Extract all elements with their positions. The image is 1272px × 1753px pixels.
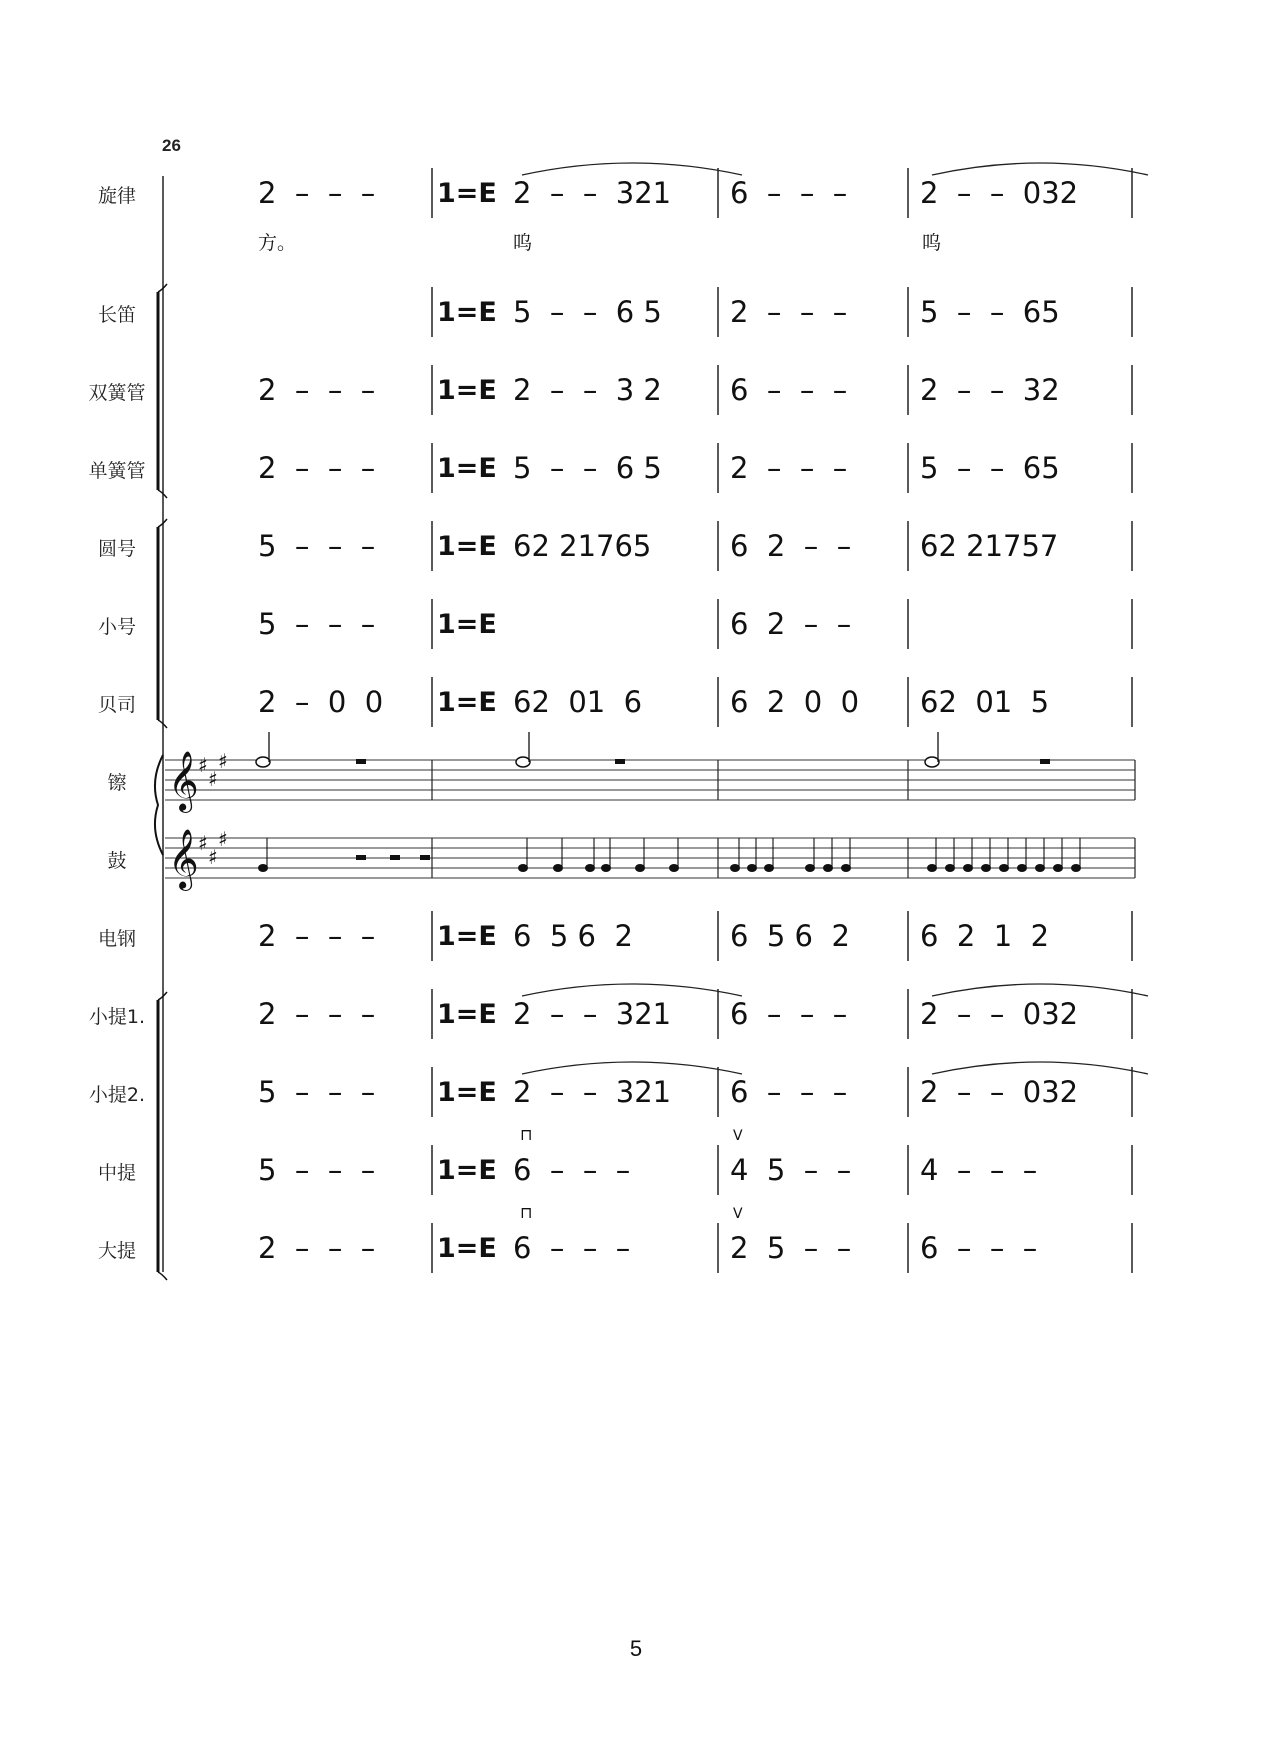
rest-mark xyxy=(420,855,430,860)
slur xyxy=(932,984,1148,996)
sharp-icon: ♯ xyxy=(208,845,218,869)
slur xyxy=(522,163,742,175)
instrument-label: 贝司 xyxy=(97,694,136,716)
measure-1-notes: 2 – – – xyxy=(258,997,376,1031)
measure-3-notes: 6 – – – xyxy=(730,176,848,210)
measure-1-notes: 5 – – – xyxy=(258,529,376,563)
measure-4-notes: 4 – – – xyxy=(920,1153,1038,1187)
measure-3-notes: 2 – – – xyxy=(730,295,848,329)
lyric-text: 呜 xyxy=(513,232,533,254)
key-signature-label: 1=E xyxy=(437,1155,497,1186)
measure-3-notes: 2 – – – xyxy=(730,451,848,485)
measure-4-notes: 6 – – – xyxy=(920,1231,1038,1265)
measure-2-notes: 62 01 6 xyxy=(513,685,643,719)
slur xyxy=(932,1062,1148,1074)
measure-2-notes: 2 – – 321 xyxy=(513,1075,672,1109)
measure-1-notes: 2 – – – xyxy=(258,176,376,210)
instrument-label: 中提 xyxy=(97,1162,136,1184)
measure-4-notes: 2 – – 032 xyxy=(920,1075,1079,1109)
measure-3-notes: 6 2 – – xyxy=(730,607,852,641)
key-signature-label: 1=E xyxy=(437,178,497,209)
treble-clef-icon: 𝄞 xyxy=(168,829,199,889)
key-signature-label: 1=E xyxy=(437,1077,497,1108)
measure-2-notes: 2 – – 321 xyxy=(513,997,672,1031)
sharp-icon: ♯ xyxy=(198,831,208,855)
slur xyxy=(932,163,1148,175)
instrument-label: 单簧管 xyxy=(88,460,146,482)
measure-2-notes: 5 – – 6 5 xyxy=(513,451,662,485)
down-bow-icon: ⊓ xyxy=(520,1125,533,1144)
rest-mark xyxy=(615,759,625,764)
measure-2-notes: 6 – – – xyxy=(513,1153,631,1187)
measure-1-notes: 2 – – – xyxy=(258,1231,376,1265)
measure-number: 26 xyxy=(162,136,181,155)
measure-1-notes: 2 – – – xyxy=(258,451,376,485)
measure-4-notes: 5 – – 65 xyxy=(920,451,1060,485)
measure-3-notes: 6 5 6 2 xyxy=(730,919,850,953)
measure-3-notes: 6 – – – xyxy=(730,1075,848,1109)
up-bow-icon: V xyxy=(733,1128,743,1144)
measure-2-notes: 62 21765 xyxy=(513,529,652,563)
key-signature-label: 1=E xyxy=(437,999,497,1030)
measure-3-notes: 6 2 0 0 xyxy=(730,685,860,719)
slur xyxy=(522,1062,742,1074)
rest-mark xyxy=(1040,759,1050,764)
measure-1-notes: 2 – 0 0 xyxy=(258,685,384,719)
key-signature-label: 1=E xyxy=(437,1233,497,1264)
sharp-icon: ♯ xyxy=(218,827,228,851)
sharp-icon: ♯ xyxy=(218,749,228,773)
rest-mark xyxy=(356,759,366,764)
key-signature-label: 1=E xyxy=(437,609,497,640)
measure-1-notes: 2 – – – xyxy=(258,373,376,407)
page-number: 5 xyxy=(629,1636,643,1661)
rest-mark xyxy=(356,855,366,860)
treble-clef-icon: 𝄞 xyxy=(168,751,199,811)
measure-4-notes: 6 2 1 2 xyxy=(920,919,1050,953)
measure-3-notes: 6 – – – xyxy=(730,997,848,1031)
instrument-label: 旋律 xyxy=(97,185,136,207)
slur xyxy=(522,984,742,996)
measure-2-notes: 5 – – 6 5 xyxy=(513,295,662,329)
note-head xyxy=(925,757,939,767)
measure-4-notes: 2 – – 032 xyxy=(920,997,1079,1031)
instrument-label: 小号 xyxy=(97,616,136,638)
instrument-label: 圆号 xyxy=(97,538,136,560)
instrument-label: 小提2. xyxy=(88,1084,146,1106)
lyric-text: 呜 xyxy=(922,232,942,254)
instrument-label: 大提 xyxy=(97,1240,136,1262)
instrument-label: 电钢 xyxy=(97,928,136,950)
measure-3-notes: 6 – – – xyxy=(730,373,848,407)
measure-2-notes: 6 – – – xyxy=(513,1231,631,1265)
instrument-label: 长笛 xyxy=(97,304,136,326)
instrument-label: 镲 xyxy=(107,772,127,794)
down-bow-icon: ⊓ xyxy=(520,1203,533,1222)
measure-3-notes: 6 2 – – xyxy=(730,529,852,563)
rest-mark xyxy=(390,855,400,860)
key-signature-label: 1=E xyxy=(437,531,497,562)
measure-1-notes: 5 – – – xyxy=(258,1153,376,1187)
key-signature-label: 1=E xyxy=(437,453,497,484)
measure-2-notes: 6 5 6 2 xyxy=(513,919,633,953)
note-head xyxy=(256,757,270,767)
measure-4-notes: 62 01 5 xyxy=(920,685,1050,719)
measure-4-notes: 2 – – 032 xyxy=(920,176,1079,210)
key-signature-label: 1=E xyxy=(437,687,497,718)
lyric-text: 方。 xyxy=(258,232,297,254)
key-signature-label: 1=E xyxy=(437,921,497,952)
key-signature-label: 1=E xyxy=(437,297,497,328)
measure-4-notes: 2 – – 32 xyxy=(920,373,1060,407)
measure-1-notes: 5 – – – xyxy=(258,1075,376,1109)
sharp-icon: ♯ xyxy=(208,767,218,791)
measure-2-notes: 2 – – 321 xyxy=(513,176,672,210)
measure-2-notes: 2 – – 3 2 xyxy=(513,373,662,407)
instrument-label: 鼓 xyxy=(107,850,127,872)
measure-3-notes: 4 5 – – xyxy=(730,1153,852,1187)
up-bow-icon: V xyxy=(733,1206,743,1222)
measure-4-notes: 62 21757 xyxy=(920,529,1059,563)
group-bracket-hook xyxy=(158,1272,167,1280)
measure-4-notes: 5 – – 65 xyxy=(920,295,1060,329)
key-signature-label: 1=E xyxy=(437,375,497,406)
measure-3-notes: 2 5 – – xyxy=(730,1231,852,1265)
measure-1-notes: 5 – – – xyxy=(258,607,376,641)
sharp-icon: ♯ xyxy=(198,753,208,777)
instrument-label: 小提1. xyxy=(88,1006,146,1028)
instrument-label: 双簧管 xyxy=(88,382,146,404)
note-head xyxy=(516,757,530,767)
measure-1-notes: 2 – – – xyxy=(258,919,376,953)
